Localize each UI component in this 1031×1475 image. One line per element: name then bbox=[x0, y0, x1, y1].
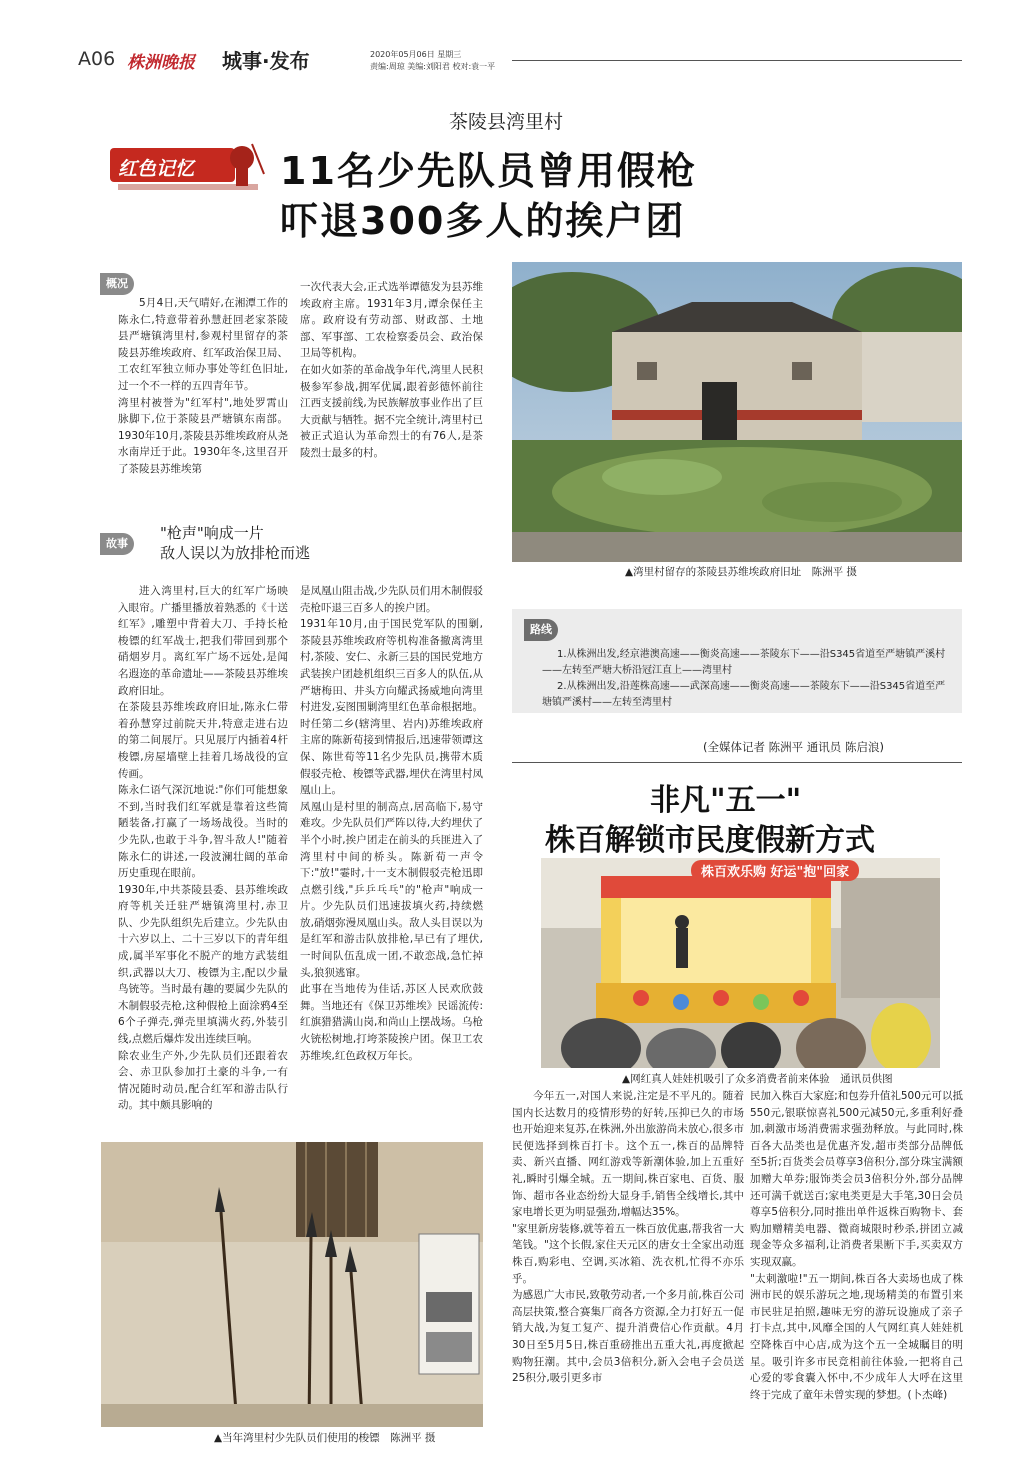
building-photo-icon bbox=[512, 262, 962, 562]
headline-line-1: 11名少先队员曾用假枪 bbox=[280, 149, 697, 193]
article2-photo-caption: ▲网红真人娃娃机吸引了众多消费者前来体验 通讯员供图 bbox=[622, 1073, 893, 1085]
overview-column-1: 5月4日,天气晴好,在湘潭工作的陈永仁,特意带着孙慧赶回老家茶陵县严塘镇湾里村,参观村里留存的茶陵县苏维埃政府、红军政治保卫局、工农红军独立师办事处等红色旧址,过一个不一样的五四青年节。 湾里村被誉为"红军村",地处罗霄山脉脚下,位于茶陵县严塘镇东南部。1930年10月,茶陵县苏维埃政府从尧水南岸迁于此。1930年冬,这里召开了茶陵县苏维埃第 bbox=[118, 297, 288, 475]
header-rule bbox=[512, 60, 962, 61]
headline-line-2: 吓退300多人的挨户团 bbox=[280, 199, 686, 243]
story-heading-line-2: 敌人误以为放排枪而逃 bbox=[160, 544, 311, 562]
article2-headline-line-1: 非凡"五一" bbox=[650, 783, 802, 818]
route-tag: 路线 bbox=[524, 619, 558, 641]
column-badge-label: 红色记忆 bbox=[118, 158, 195, 180]
date-line: 2020年05月06日 星期三 bbox=[370, 50, 462, 59]
route-1: 1.从株洲出发,经京港澳高速——衡炎高速——茶陵东下——沿S345省道至严塘镇严溪村——左转至严塘大桥沿冠江直上——湾里村 bbox=[542, 649, 946, 676]
kicker: 茶陵县湾里村 bbox=[449, 111, 564, 133]
route-box bbox=[512, 609, 962, 713]
article2-column-1: 今年五一,对国人来说,注定是不平凡的。随着国内长达数月的疫情形势的好转,压抑已久的市场也开始迎来复苏,在株洲,外出旅游尚未放心,很多市民便选择到株百打卡。这个五一,株百的品牌特卖、新兴直播、网红游戏等新潮体验,加上五重好礼,瞬时引爆全城。五一期间,株百家电、百货、服饰、超市各业态纷纷大显身手,销售全线增长,其中家电增长更为明显强劲,增幅达35%。 "家里新房装修,就等着五一株百放优惠,帮我省一大笔钱。"这个长假,家住天元区的唐女士全家出动逛株百,购彩电、空调,买冰箱、洗衣机,忙得不亦乐乎。 为感恩广大市民,致敬劳动者,一个多月前,株百公司高层抉策,整合赛集厂商各方资源,全力打好五一促销大战,为复工复产、提升消费信心作贡献。4月30日至5月5日,株百重磅推出五重大礼,再度掀起购物狂潮。其中,会员3倍积分,新入会电子会员送25积分,吸引更多市 bbox=[512, 1090, 744, 1385]
overview-tag: 概况 bbox=[100, 273, 134, 295]
photo1-caption: ▲湾里村留存的茶陵县苏维埃政府旧址 陈洲平 摄 bbox=[625, 566, 857, 578]
route-2: 2.从株洲出发,沿莲株高速——武深高速——衡炎高速——茶陵东下——沿S345省道至严塘镇严溪村——左转至湾里村 bbox=[542, 681, 946, 708]
story-column-2: 是凤凰山阻击战,少先队员们用木制假驳壳枪吓退三百多人的挨户团。 1931年10月,由于国民党军队的围剿,茶陵县苏维埃政府等机构准备撤离湾里村,茶陵、安仁、永新三县的国民党地方武装挨户团趁机组织三百多人的队伍,从严塘梅田、井头方向耀武扬威地向湾里村进发,妄图围剿湾里红色革命根据地。时任第二乡(辖湾里、岩内)苏维埃政府主席的陈新荀接到情报后,迅速带领谭这保、陈世荀等11名少先队员,携带木质假驳壳枪、梭镖等武器,埋伏在湾里村凤凰山上。 凤凰山是村里的制高点,居高临下,易守难攻。少先队员们严阵以待,大约埋伏了半个小时,挨户团走在前头的兵匪进入了湾里村中间的桥头。陈新荀一声令下:"放!"霎时,十一支木制假驳壳枪迅即点燃引线,"乒乒乓乓"的"枪声"响成一片。少先队员们迅速拔填火药,持续燃放,硝烟弥漫凤凰山头。敌人头目误以为是红军和游击队放排枪,早已有了埋伏,一时间队伍乱成一团,不敢恋战,急忙掉头,狼狈逃窜。 此事在当地传为佳话,苏区人民欢欣鼓舞。当地还有《保卫苏维埃》民谣流传:红旗猎猎满山岗,和尚山上摆战场。乌枪火铳松树地,打垮茶陵挨户团。保卫工农苏维埃,红色政权万年长。 bbox=[300, 585, 483, 1062]
story-heading-line-1: "枪声"响成一片 bbox=[160, 524, 264, 542]
article2-headline-line-2: 株百解锁市民度假新方式 bbox=[545, 823, 875, 858]
photo-spears bbox=[101, 1142, 483, 1427]
story-column-1: 进入湾里村,巨大的红军广场映入眼帘。广播里播放着熟悉的《十送红军》,雕塑中背着大刀、手持长枪梭镖的红军战士,把我们带回到那个硝烟岁月。离红军广场不远处,是闻名遐迩的革命遗址——茶陵县苏维埃政府旧址。 在茶陵县苏维埃政府旧址,陈永仁带着孙慧穿过前院天井,特意走进右边的第二间展厅。只见展厅内插着4杆梭镖,房屋墙壁上挂着几场战役的宣传画。 陈永仁语气深沉地说:"你们可能想象不到,当时我们红军就是靠着这些简陋装备,打赢了一场场战役。当时的少先队,也敢于斗争,智斗敌人!"随着陈永仁的讲述,一段波澜壮阔的革命历史重现在眼前。 1930年,中共茶陵县委、县苏维埃政府等机关迁驻严塘镇湾里村,赤卫队、少先队组织先后建立。少先队由十六岁以上、二十三岁以下的青年组成,属半军事化不脱产的地方武装组织,武器以大刀、梭镖为主,配以少量鸟铳等。当时最有趣的要属少先队的木制假驳壳枪,这种假枪上面涂鸦4至6个子弹壳,弹壳里填满火药,外装引线,点燃后爆炸发出连续巨响。 除农业生产外,少先队员们还跟着农会、赤卫队参加打土豪的斗争,一有情况随时动员,配合红军和游击队行动。其中颇具影响的 bbox=[118, 585, 288, 1112]
editors-line: 责编:周琼 美编:刘阳君 校对:袁一平 bbox=[370, 62, 496, 71]
column-badge bbox=[110, 140, 270, 200]
byline: (全媒体记者 陈洲平 通讯员 陈启浪) bbox=[703, 740, 884, 754]
masthead-logo: 株洲晚报 bbox=[127, 53, 195, 73]
photo-banner-text: 株百欢乐购 好运"抱"回家 bbox=[691, 860, 859, 881]
claw-machine-photo-icon bbox=[541, 858, 940, 1068]
article2-column-2: 民加入株百大家庭;和包券升值礼500元可以抵550元,银联惊喜礼500元减50元,多重利好叠加,刺激市场消费需求强劲释放。与此同时,株百各大品类也是优惠齐发,超市类部分品牌低至5折;百货类会员尊享3倍积分,部分珠宝满额加赠大单券;服饰类会员3倍积分外,部分品牌还可满千就送百;家电类更是大手笔,30日会员尊享5倍积分,同时推出单件返株百购物卡、套购加赠精美电器、微商城限时秒杀,拼团立减现金等众多福利,让消费者果断下手,买卖双方实现双赢。 "太刺激啦!"五一期间,株百各大卖场也成了株洲市民的娱乐游玩之地,现场精美的布置引来市民驻足拍照,趣味无穷的游玩设施成了亲子打卡点,其中,风靡全国的人气网红真人娃娃机空降株百中心店,成为这个五一全城瞩目的明星。吸引许多市民竞相前往体验,一把将自己心爱的零食囊入怀中,不少成年人大呼在这里终于完成了童年未曾实现的梦想。(卜杰峰) bbox=[750, 1090, 963, 1401]
photo2-caption: ▲当年湾里村少先队员们使用的梭镖 陈洲平 摄 bbox=[214, 1432, 436, 1444]
overview-column-2: 一次代表大会,正式选举谭德发为县苏维埃政府主席。1931年3月,谭余保任主席。政府设有劳动部、财政部、土地部、军事部、工农检察委员会、政治保卫局等机构。 在如火如荼的革命战争年代,湾里人民积极参军参战,拥军优属,跟着彭德怀前往江西支援前线,为民族解放事业作出了巨大贡献与牺牲。据不完全统计,湾里村已被正式追认为革命烈士的有76人,是茶陵烈士最多的村。 bbox=[300, 281, 483, 459]
photo-soviet-government-site bbox=[512, 262, 962, 562]
spears-photo-icon bbox=[101, 1142, 483, 1427]
story-tag: 故事 bbox=[100, 533, 134, 555]
photo-claw-machine bbox=[541, 858, 940, 1068]
section-title: 城事·发布 bbox=[222, 49, 310, 73]
article2-top-rule bbox=[512, 762, 962, 763]
page-number: A06 bbox=[78, 48, 116, 70]
